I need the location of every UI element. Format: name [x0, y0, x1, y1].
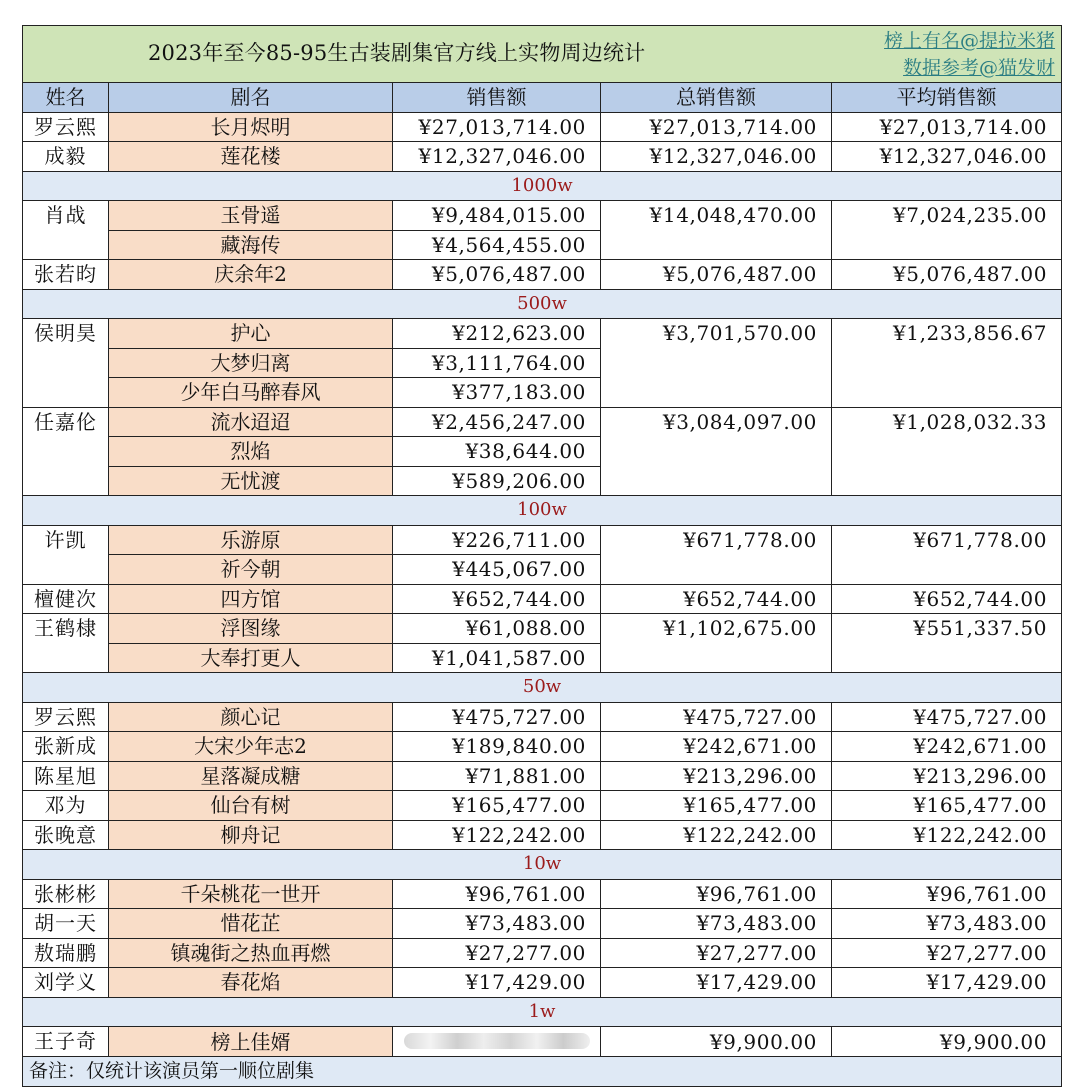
- table-row: [23, 319, 1062, 349]
- avg-sales-value: ¥242,671.00: [832, 732, 1062, 762]
- avg-sales-value: ¥27,013,714.00: [832, 112, 1062, 142]
- sales-value: ¥475,727.00: [393, 702, 601, 732]
- total-sales-value: ¥1,102,675.00: [601, 614, 832, 673]
- total-sales-value: ¥27,013,714.00: [601, 112, 832, 142]
- sales-value: ¥122,242.00: [393, 820, 601, 850]
- total-sales-value: ¥165,477.00: [601, 791, 832, 821]
- avg-sales-value: ¥165,477.00: [832, 791, 1062, 821]
- actor-name: 许凯: [23, 525, 109, 584]
- sales-value: ¥96,761.00: [393, 879, 601, 909]
- table-row: [23, 879, 1062, 909]
- sales-value: ¥71,881.00: [393, 761, 601, 791]
- drama-name: 四方馆: [109, 584, 393, 614]
- actor-name: 肖战: [23, 201, 109, 260]
- sales-value: ¥2,456,247.00: [393, 407, 601, 437]
- total-sales-value: ¥242,671.00: [601, 732, 832, 762]
- table-row: [23, 584, 1062, 614]
- avg-sales-value: ¥1,233,856.67: [832, 319, 1062, 408]
- actor-name: 王子奇: [23, 1027, 109, 1057]
- credit-data-source[interactable]: 数据参考@猫发财: [903, 57, 1056, 79]
- avg-sales-value: ¥96,761.00: [832, 879, 1062, 909]
- total-sales-value: ¥9,900.00: [601, 1027, 832, 1057]
- group-label: 1000w: [23, 171, 1062, 201]
- header-sales: 销售额: [393, 83, 601, 113]
- total-sales-value: ¥73,483.00: [601, 909, 832, 939]
- total-sales-value: ¥3,701,570.00: [601, 319, 832, 408]
- sales-value: ¥377,183.00: [393, 378, 601, 408]
- total-sales-value: ¥96,761.00: [601, 879, 832, 909]
- table-row: [23, 142, 1062, 172]
- avg-sales-value: ¥7,024,235.00: [832, 201, 1062, 260]
- avg-sales-value: ¥475,727.00: [832, 702, 1062, 732]
- table-row: [23, 614, 1062, 644]
- total-sales-value: ¥671,778.00: [601, 525, 832, 584]
- drama-name: 乐游原: [109, 525, 393, 555]
- avg-sales-value: ¥122,242.00: [832, 820, 1062, 850]
- drama-name: 大梦归离: [109, 348, 393, 378]
- table-row: [23, 732, 1062, 762]
- sales-value: ¥589,206.00: [393, 466, 601, 496]
- sales-value: ¥445,067.00: [393, 555, 601, 585]
- actor-name: 成毅: [23, 142, 109, 172]
- total-sales-value: ¥3,084,097.00: [601, 407, 832, 496]
- sales-value: ¥9,484,015.00: [393, 201, 601, 231]
- avg-sales-value: ¥551,337.50: [832, 614, 1062, 673]
- avg-sales-value: ¥73,483.00: [832, 909, 1062, 939]
- avg-sales-value: ¥17,429.00: [832, 968, 1062, 998]
- header-drama: 剧名: [109, 83, 393, 113]
- drama-name: 长月烬明: [109, 112, 393, 142]
- table-row: [23, 525, 1062, 555]
- group-divider-row: [23, 496, 1062, 526]
- drama-name: 大奉打更人: [109, 643, 393, 673]
- drama-name: 流水迢迢: [109, 407, 393, 437]
- table-row: [23, 968, 1062, 998]
- avg-sales-value: ¥9,900.00: [832, 1027, 1062, 1057]
- group-label: 500w: [23, 289, 1062, 319]
- avg-sales-value: ¥213,296.00: [832, 761, 1062, 791]
- drama-name: 莲花楼: [109, 142, 393, 172]
- actor-name: 侯明昊: [23, 319, 109, 408]
- drama-name: 大宋少年志2: [109, 732, 393, 762]
- group-divider-row: [23, 997, 1062, 1027]
- sales-value: ¥27,013,714.00: [393, 112, 601, 142]
- avg-sales-value: ¥652,744.00: [832, 584, 1062, 614]
- drama-name: 柳舟记: [109, 820, 393, 850]
- table-row: [23, 820, 1062, 850]
- drama-name: 藏海传: [109, 230, 393, 260]
- drama-name: 惜花芷: [109, 909, 393, 939]
- sales-table: [22, 25, 1062, 1087]
- header-row: [23, 83, 1062, 113]
- drama-name: 玉骨遥: [109, 201, 393, 231]
- group-label: 1w: [23, 997, 1062, 1027]
- note-row: [23, 1057, 1062, 1087]
- sales-value: ¥61,088.00: [393, 614, 601, 644]
- sales-table-sheet: [22, 25, 1061, 1087]
- sales-value: ¥1,041,587.00: [393, 643, 601, 673]
- drama-name: 庆余年2: [109, 260, 393, 290]
- sales-value: ¥38,644.00: [393, 437, 601, 467]
- drama-name: 护心: [109, 319, 393, 349]
- sales-value: ¥165,477.00: [393, 791, 601, 821]
- table-row: [23, 938, 1062, 968]
- blur-overlay: [404, 1033, 590, 1049]
- sales-value: ¥27,277.00: [393, 938, 601, 968]
- actor-name: 任嘉伦: [23, 407, 109, 496]
- credits: [884, 28, 1055, 82]
- group-divider-row: [23, 171, 1062, 201]
- sales-value: ¥189,840.00: [393, 732, 601, 762]
- total-sales-value: ¥122,242.00: [601, 820, 832, 850]
- sales-value: ¥17,429.00: [393, 968, 601, 998]
- group-divider-row: [23, 850, 1062, 880]
- table-row: [23, 761, 1062, 791]
- total-sales-value: ¥213,296.00: [601, 761, 832, 791]
- actor-name: 檀健次: [23, 584, 109, 614]
- table-row: [23, 909, 1062, 939]
- actor-name: 邓为: [23, 791, 109, 821]
- table-row: [23, 702, 1062, 732]
- sales-value: ¥12,327,046.00: [393, 142, 601, 172]
- header-name: 姓名: [23, 83, 109, 113]
- drama-name: 星落凝成糖: [109, 761, 393, 791]
- actor-name: 王鹤棣: [23, 614, 109, 673]
- sales-value: ¥4,564,455.00: [393, 230, 601, 260]
- sales-value: ¥226,711.00: [393, 525, 601, 555]
- total-sales-value: ¥475,727.00: [601, 702, 832, 732]
- drama-name: 颜心记: [109, 702, 393, 732]
- credit-ranking[interactable]: 榜上有名@提拉米猪: [884, 30, 1056, 52]
- actor-name: 陈星旭: [23, 761, 109, 791]
- header-total: 总销售额: [601, 83, 832, 113]
- table-row: [23, 201, 1062, 231]
- sales-value-obscured: [393, 1027, 601, 1057]
- group-divider-row: [23, 673, 1062, 703]
- drama-name: 浮图缘: [109, 614, 393, 644]
- actor-name: 张晚意: [23, 820, 109, 850]
- avg-sales-value: ¥1,028,032.33: [832, 407, 1062, 496]
- total-sales-value: ¥17,429.00: [601, 968, 832, 998]
- title-row: [23, 26, 1062, 83]
- actor-name: 胡一天: [23, 909, 109, 939]
- avg-sales-value: ¥671,778.00: [832, 525, 1062, 584]
- sales-value: ¥5,076,487.00: [393, 260, 601, 290]
- drama-name: 仙台有树: [109, 791, 393, 821]
- actor-name: 张彬彬: [23, 879, 109, 909]
- actor-name: 敖瑞鹏: [23, 938, 109, 968]
- actor-name: 刘学义: [23, 968, 109, 998]
- table-row: [23, 112, 1062, 142]
- table-row: [23, 791, 1062, 821]
- sales-value: ¥212,623.00: [393, 319, 601, 349]
- group-label: 10w: [23, 850, 1062, 880]
- sales-value: ¥73,483.00: [393, 909, 601, 939]
- drama-name: 千朵桃花一世开: [109, 879, 393, 909]
- table-row: [23, 407, 1062, 437]
- note-text: 备注：仅统计该演员第一顺位剧集: [23, 1057, 1062, 1087]
- avg-sales-value: ¥5,076,487.00: [832, 260, 1062, 290]
- drama-name: 无忧渡: [109, 466, 393, 496]
- actor-name: 罗云熙: [23, 112, 109, 142]
- group-label: 100w: [23, 496, 1062, 526]
- total-sales-value: ¥14,048,470.00: [601, 201, 832, 260]
- avg-sales-value: ¥27,277.00: [832, 938, 1062, 968]
- actor-name: 张新成: [23, 732, 109, 762]
- group-label: 50w: [23, 673, 1062, 703]
- drama-name: 春花焰: [109, 968, 393, 998]
- drama-name: 祈今朝: [109, 555, 393, 585]
- total-sales-value: ¥27,277.00: [601, 938, 832, 968]
- table-row: [23, 260, 1062, 290]
- avg-sales-value: ¥12,327,046.00: [832, 142, 1062, 172]
- drama-name: 榜上佳婿: [109, 1027, 393, 1057]
- group-divider-row: [23, 289, 1062, 319]
- actor-name: 张若昀: [23, 260, 109, 290]
- drama-name: 少年白马醉春风: [109, 378, 393, 408]
- total-sales-value: ¥12,327,046.00: [601, 142, 832, 172]
- header-avg: 平均销售额: [832, 83, 1062, 113]
- drama-name: 镇魂街之热血再燃: [109, 938, 393, 968]
- total-sales-value: ¥5,076,487.00: [601, 260, 832, 290]
- sales-value: ¥652,744.00: [393, 584, 601, 614]
- sales-value: ¥3,111,764.00: [393, 348, 601, 378]
- drama-name: 烈焰: [109, 437, 393, 467]
- table-row: [23, 1027, 1062, 1057]
- total-sales-value: ¥652,744.00: [601, 584, 832, 614]
- actor-name: 罗云熙: [23, 702, 109, 732]
- table-title: 2023年至今85-95生古装剧集官方线上实物周边统计: [148, 41, 646, 65]
